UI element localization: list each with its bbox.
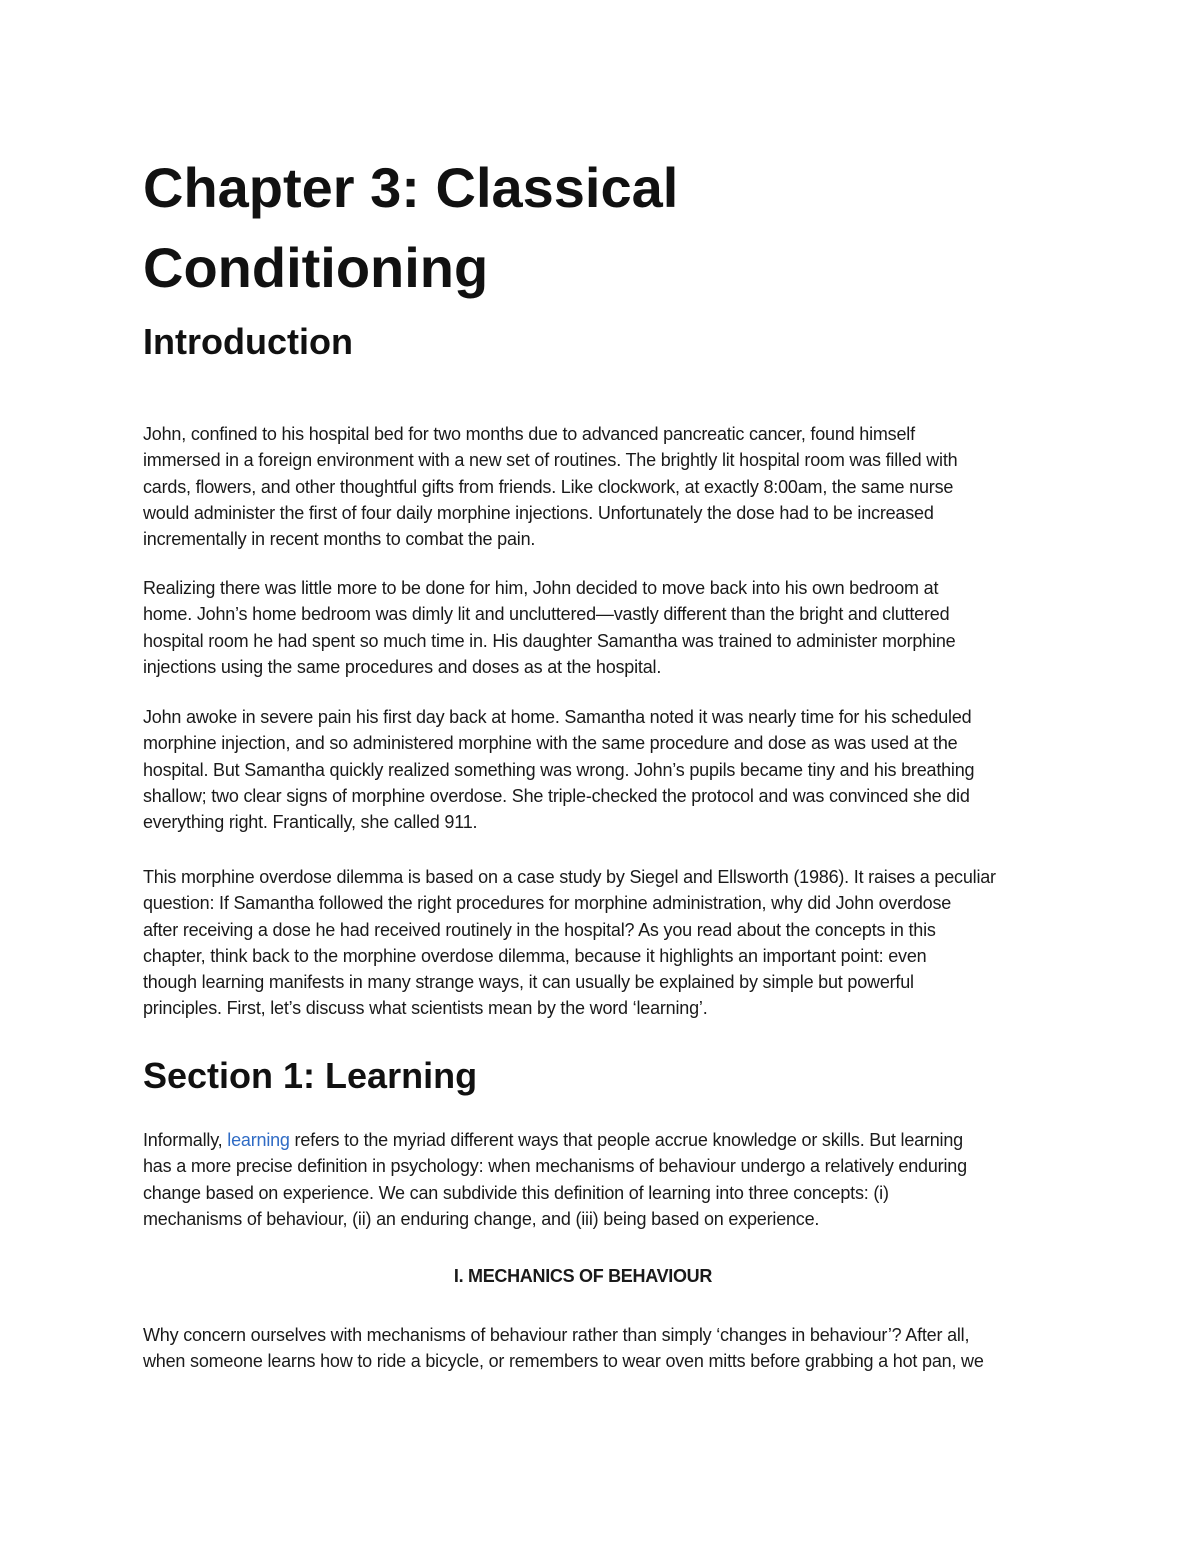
introduction-heading: Introduction <box>143 321 353 362</box>
paragraph-line: though learning manifests in many strange ways, it can usually be explained by simple but powerful <box>143 972 914 993</box>
intro-paragraph-1 <box>143 421 1063 552</box>
intro-paragraph-4 <box>143 864 1063 1022</box>
paragraph-line: when someone learns how to ride a bicycle, or remembers to wear oven mitts before grabbing a hot pan, we <box>143 1351 984 1372</box>
mechanics-subheading: I. MECHANICS OF BEHAVIOUR <box>453 1266 713 1286</box>
paragraph-line: change based on experience. We can subdivide this definition of learning into three concepts: (i) <box>143 1182 889 1203</box>
chapter-title <box>143 148 1043 308</box>
paragraph-line: mechanisms of behaviour, (ii) an enduring change, and (iii) being based on experience. <box>143 1208 820 1229</box>
learning-term-link[interactable]: learning <box>227 1130 290 1150</box>
paragraph-line: injections using the same procedures and doses as at the hospital. <box>143 656 662 677</box>
paragraph-line: immersed in a foreign environment with a new set of routines. The brightly lit hospital room was filled with <box>143 450 958 471</box>
mechanics-paragraph <box>143 1322 1063 1375</box>
intro-paragraph-2 <box>143 575 1063 680</box>
paragraph-line: cards, flowers, and other thoughtful gifts from friends. Like clockwork, at exactly 8:00am, the same nurse <box>143 476 954 497</box>
paragraph-line: Why concern ourselves with mechanisms of behaviour rather than simply ‘changes in behaviour’? After all, <box>143 1325 970 1345</box>
paragraph-line: has a more precise definition in psychology: when mechanisms of behaviour undergo a relatively enduring <box>143 1156 967 1177</box>
section-1-heading: Section 1: Learning <box>143 1055 478 1096</box>
paragraph-line: morphine injection, and so administered morphine with the same procedure and dose as was used at the <box>143 733 958 754</box>
paragraph-line: hospital room he had spent so much time in. His daughter Samantha was trained to administer morphine <box>143 630 956 651</box>
paragraph-line: Realizing there was little more to be done for him, John decided to move back into his own bedroom at <box>143 578 939 598</box>
paragraph-line: home. John’s home bedroom was dimly lit and uncluttered—vastly different than the bright and cluttered <box>143 604 950 625</box>
document-page <box>143 0 1063 1553</box>
text-segment: Informally, <box>143 1130 228 1150</box>
paragraph-line: after receiving a dose he had received routinely in the hospital? As you read about the concepts in this <box>143 919 936 940</box>
chapter-title-line-2: Conditioning <box>143 236 489 299</box>
paragraph-line: incrementally in recent months to combat the pain. <box>143 529 536 550</box>
paragraph-line: chapter, think back to the morphine overdose dilemma, because it highlights an important point: even <box>143 945 927 966</box>
paragraph-line <box>143 1127 1063 1153</box>
chapter-title-line-1: Chapter 3: Classical <box>143 156 679 219</box>
learning-definition-paragraph <box>143 1127 1063 1232</box>
paragraph-line: would administer the first of four daily morphine injections. Unfortunately the dose had to be increased <box>143 502 934 523</box>
text-segment: refers to the myriad different ways that people accrue knowledge or skills. But learning <box>289 1130 963 1150</box>
paragraph-line: This morphine overdose dilemma is based on a case study by Siegel and Ellsworth (1986). It raises a peculiar <box>143 867 996 887</box>
paragraph-line: principles. First, let’s discuss what scientists mean by the word ‘learning’. <box>143 998 708 1019</box>
paragraph-line: John awoke in severe pain his first day back at home. Samantha noted it was nearly time for his scheduled <box>143 707 972 727</box>
paragraph-line: hospital. But Samantha quickly realized something was wrong. John’s pupils became tiny and his breathing <box>143 759 975 780</box>
paragraph-line: John, confined to his hospital bed for two months due to advanced pancreatic cancer, found himself <box>143 424 915 444</box>
intro-paragraph-3 <box>143 704 1063 835</box>
paragraph-line: shallow; two clear signs of morphine overdose. She triple-checked the protocol and was convinced she did <box>143 785 970 806</box>
paragraph-line: everything right. Frantically, she called 911. <box>143 812 478 833</box>
paragraph-line: question: If Samantha followed the right procedures for morphine administration, why did John overdose <box>143 893 952 914</box>
